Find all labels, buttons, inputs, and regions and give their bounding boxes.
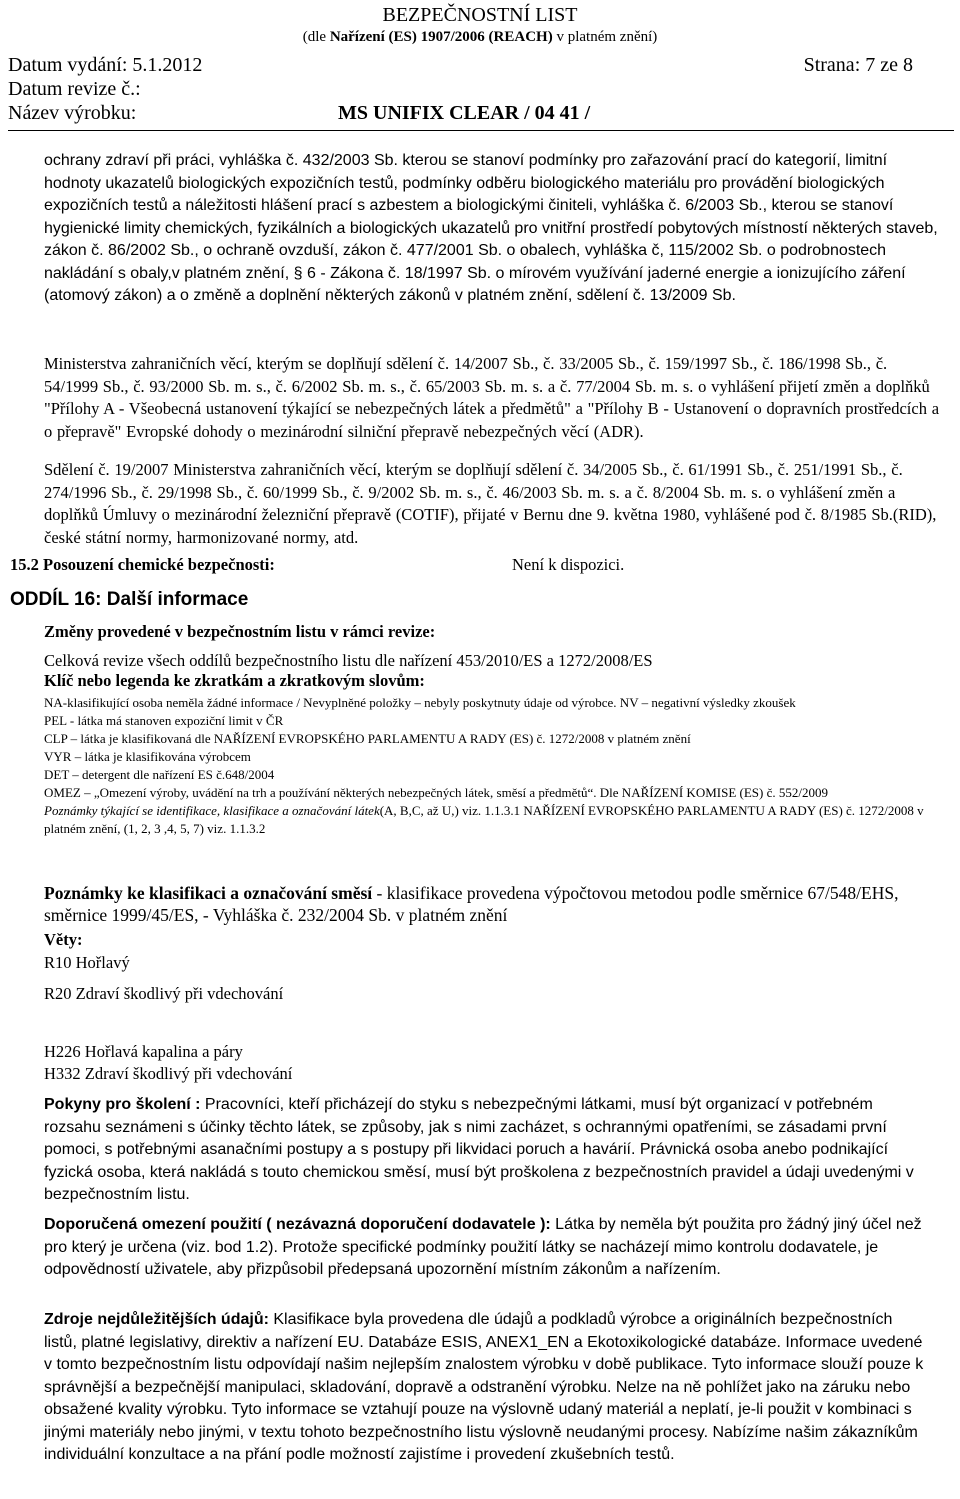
legend-item-omez: OMEZ – „Omezení výroby, uvádění na trh a používání některých nebezpečných látek, směsí a předmětů“. Dle NAŘÍZENÍ KOMISE (ES) č. 552/2009 xyxy=(44,785,828,800)
revision-date: Datum revize č.: xyxy=(8,78,141,100)
phrases-heading: Věty: xyxy=(44,930,83,949)
changes-heading: Změny provedené v bezpečnostním listu v rámci revize: xyxy=(44,622,436,641)
issue-row xyxy=(8,54,913,76)
issue-date: Datum vydání: 5.1.2012 xyxy=(8,54,203,76)
restriction-heading: Doporučená omezení použití ( nezávazná doporučení dodavatele ): xyxy=(44,1216,551,1233)
legislation-paragraph-1: ochrany zdraví při práci, vyhláška č. 432/2003 Sb. kterou se stanoví podmínky pro zařazování prací do kategorií, limitní hodnoty ukazatelů biologických expozičních testů, podmínky odběru biologického materiálu pro provádění biologických expozičních testů a náležitosti hlášení prací s azbestem a biologickými činiteli, vyhláška č. 6/2003 Sb., kterou se stanoví hygienické limity chemických, fyzikálních a biologických ukazatelů pro vnitřní prostředí pobytových místností některých staveb, zákon č. 86/2002 Sb., o ochraně ovzduší, zákon č. 477/2001 Sb. o obalech, vyhláška č, 115/2002 Sb. o podrobnostech nakládání s obaly,v platném znění, § 6 - Zákona č. 18/1997 Sb. o mírovém využívání jaderné energie a ionizujícího záření (atomový zákon) a o změně a doplnění některých zákonů v platném znění, sdělení č. 13/2009 Sb. xyxy=(44,152,938,304)
product-label: Název výrobku: xyxy=(8,102,137,124)
legend-notes: Poznámky týkající se identifikace, klasifikace a označování látek(A, B,C, až U,) viz. 1.1.3.1 NAŘÍZENÍ EVROPSKÉHO PARLAMENTU A RADY (ES) č. 1272/2008 v platném znění, (1, 2, 3 ,4, 5, 7) viz. 1.1.3.2 xyxy=(44,803,924,836)
restriction-paragraph: Doporučená omezení použití ( nezávazná doporučení dodavatele ): Látka by neměla být použita pro žádný jiný účel než pro který je určena (viz. bod 1.2). Protože specifické podmínky použití látky se nacházejí mimo kontrolu dodavatele, je odpovědností uživatele, aby přizpůsobil předepsaná upozornění místním zákonům a nařízením. xyxy=(44,1216,922,1278)
header-divider xyxy=(8,130,954,131)
phrase-r10: R10 Hořlavý xyxy=(44,953,130,972)
legislation-paragraph-3: Sdělení č. 19/2007 Ministerstva zahraničních věcí, kterým se doplňují sdělení č. 34/2005 Sb., č. 61/1991 Sb., č. 251/1991 Sb., č. 274/1996 Sb., č. 29/1998 Sb., č. 60/1999 Sb., č. 9/2002 Sb. m. s., č. 46/2003 Sb. m. s. a č. 8/2004 Sb. m. s. o vyhlášení změn a doplňků Úmluvy o mezinárodní železniční přepravě (COTIF), přijaté v Bernu dne 9. května 1980, vyhlášené pod č. 8/1985 Sb.(RID), české státní normy, harmonizované normy, atd. xyxy=(44,460,937,547)
legend-item-na: NA-klasifikující osoba neměla žádné informace / Nevyplněné položky – nebyly poskytnuty údaje od výrobce. NV – negativní výsledky zkoušek xyxy=(44,695,796,710)
document-subtitle: (dle Nařízení (ES) 1907/2006 (REACH) v platném znění) xyxy=(302,29,658,45)
product-name: MS UNIFIX CLEAR / 04 41 / xyxy=(338,102,591,124)
phrase-r20: R20 Zdraví škodlivý při vdechování xyxy=(44,984,284,1003)
legend-item-det: DET – detergent dle nařízení ES č.648/2004 xyxy=(44,767,275,782)
legend-item-clp: CLP – látka je klasifikovaná dle NAŘÍZENÍ EVROPSKÉHO PARLAMENTU A RADY (ES) č. 1272/2008 v platném znění xyxy=(44,731,691,746)
revision-row xyxy=(8,78,913,100)
legend-list xyxy=(44,694,934,838)
training-paragraph: Pokyny pro školení : Pracovníci, kteří přicházejí do styku s nebezpečnými látkami, musí být organizací v potřebném rozsahu seznámeni s účinky těchto látek, se způsoby, jak s nimi zacházet, s ochrannými opatřeními, se zásadami první pomoci, s potřebnými asanačními postupy a s postupy při likvidaci poruch a havárií. Právnická osoba anebo podnikající fyzická osoba, která nakládá s touto chemickou směsí, musí být proškolena z bezpečnostních pravidel a údaji uvedenými v bezpečnostním listu. xyxy=(44,1096,914,1203)
product-row xyxy=(8,102,913,124)
phrase-h226: H226 Hořlavá kapalina a páry xyxy=(44,1042,243,1061)
section-15-2-label: Posouzení chemické bezpečnosti: xyxy=(43,555,275,574)
section-15-2 xyxy=(10,554,275,576)
classification-paragraph: Poznámky ke klasifikaci a označování směsí - klasifikace provedena výpočtovou metodou podle směrnice 67/548/EHS, směrnice 1999/45/ES, - Vyhláška č. 232/2004 Sb. v platném znění xyxy=(44,883,899,925)
legend-item-vyr: VYR – látka je klasifikována výrobcem xyxy=(44,749,251,764)
page-number: Strana: 7 ze 8 xyxy=(803,54,913,76)
phrase-h332: H332 Zdraví škodlivý při vdechování xyxy=(44,1064,293,1083)
document-title: BEZPEČNOSTNÍ LIST xyxy=(382,4,578,26)
sources-paragraph: Zdroje nejdůležitějších údajů: Klasifikace byla provedena dle údajů a podkladů výrobce a originálních bezpečnostních listů, platné legislativy, direktiv a nařízení EU. Databáze ESIS, ANEX1_EN a Ekotoxikologické databáze. Informace uvedené v tomto bezpečnostním listu odpovídají našim nejlepším znalostem výrobku v době publikace. Tyto informace slouží pouze k správnější a bezpečnější manipulaci, skladování, dopravě a odstranění výrobku. Nelze na ně pohlížet jako na záruku nebo obsažené kvality výrobku. Tyto informace se vztahují pouze na výslovně udaný materiál a neplatí, je-li použit v kombinaci s jinými materiály nebo jinými, v textu tohoto bezpečnostního listu výslovně neudanými procesy. Nabízíme našim zákazníkům individuální konzultace a na přání podle možností zajistíme i provedení zkušebních testů. xyxy=(44,1311,924,1463)
training-heading: Pokyny pro školení : xyxy=(44,1096,201,1113)
section-15-2-value: Není k dispozici. xyxy=(512,555,625,574)
section-15-2-number: 15.2 xyxy=(10,555,39,574)
legend-heading: Klíč nebo legenda ke zkratkám a zkratkovým slovům: xyxy=(44,671,425,690)
sources-heading: Zdroje nejdůležitějších údajů: xyxy=(44,1311,269,1328)
legislation-paragraph-2: Ministerstva zahraničních věcí, kterým se doplňují sdělení č. 14/2007 Sb., č. 33/2005 Sb., č. 159/1997 Sb., č. 186/1998 Sb., č. 54/1999 Sb., č. 93/2000 Sb. m. s., č. 6/2002 Sb. m. s., č. 65/2003 Sb. m. s. a č. 77/2004 Sb. m. s. o vyhlášení přijetí změn a doplňků "Přílohy A - Všeobecná ustanovení týkající se nebezpečných látek a předmětů" a "Přílohy B - Ustanovení o dopravních prostředcích a o přepravě" Evropské dohody o mezinárodní silniční přepravě nebezpečných věcí (ADR). xyxy=(44,354,940,441)
changes-text: Celková revize všech oddílů bezpečnostního listu dle nařízení 453/2010/ES a 1272/2008/ES xyxy=(44,651,653,670)
section-16-title: ODDÍL 16: Další informace xyxy=(10,589,249,610)
legend-item-pel: PEL - látka má stanoven expoziční limit v ČR xyxy=(44,713,284,728)
classification-heading: Poznámky ke klasifikaci a označování směsí xyxy=(44,883,373,903)
